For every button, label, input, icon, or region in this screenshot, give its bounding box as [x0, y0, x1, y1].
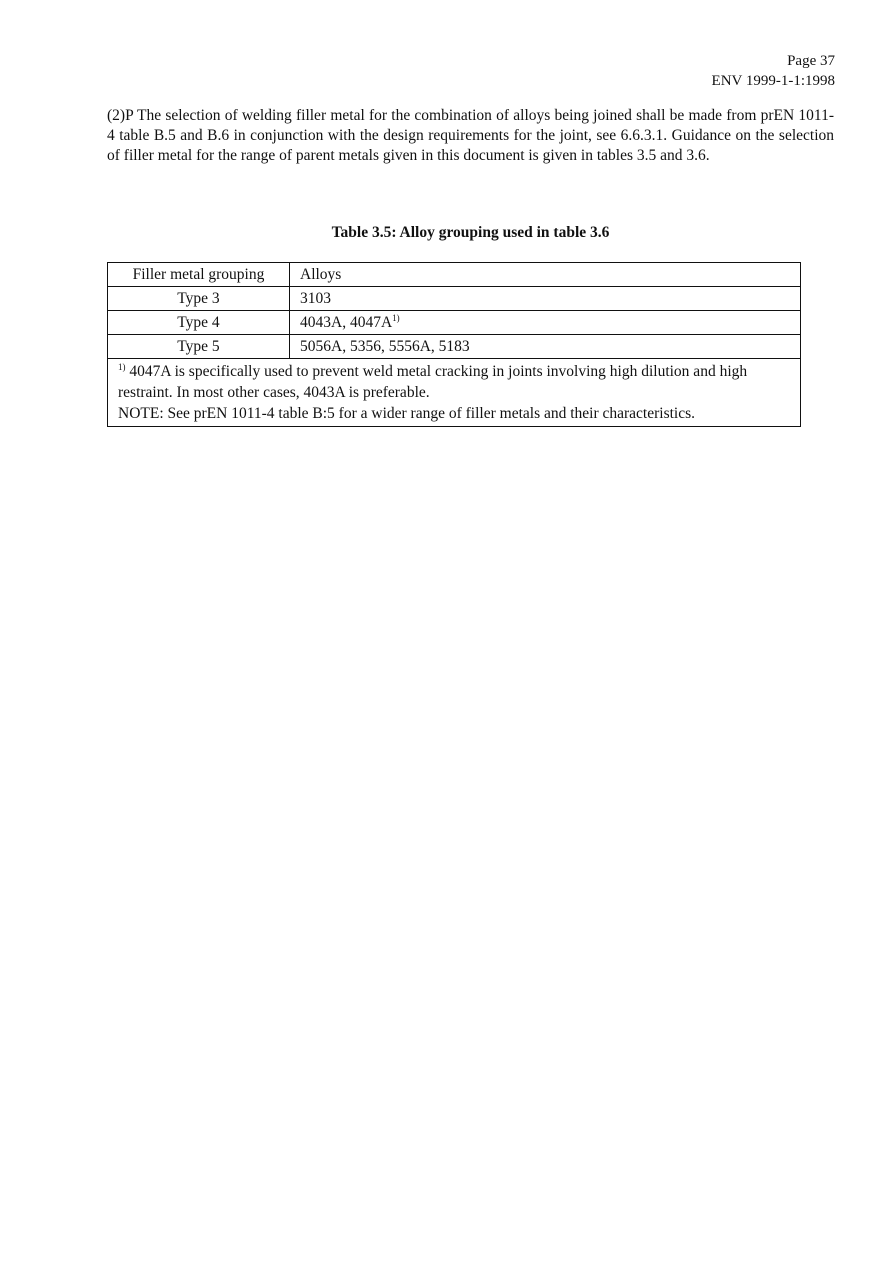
- table-row: [108, 335, 801, 359]
- table-title: Table 3.5: Alloy grouping used in table 3.6: [331, 224, 610, 241]
- alloys-cell: [290, 287, 801, 311]
- column-header-alloys: Alloys: [290, 263, 801, 287]
- table-notes-cell: [108, 359, 801, 427]
- column-header-filler-metal-grouping: Filler metal grouping: [108, 263, 290, 287]
- alloys-text: 4043A, 4047A: [300, 314, 393, 331]
- footnote: [118, 361, 790, 403]
- group-cell: Type 4: [108, 311, 290, 335]
- group-cell: Type 5: [108, 335, 290, 359]
- table-row: [108, 287, 801, 311]
- group-cell: Type 3: [108, 287, 290, 311]
- table-row: [108, 311, 801, 335]
- footnote-marker: 1): [118, 362, 126, 372]
- footnote-reference: 1): [392, 313, 400, 323]
- alloys-text: 3103: [300, 290, 331, 307]
- page-header: [712, 51, 835, 91]
- standard-reference: ENV 1999-1-1:1998: [711, 73, 835, 89]
- table-notes-row: [108, 359, 801, 427]
- table-header-row: [108, 263, 801, 287]
- alloys-text: 5056A, 5356, 5556A, 5183: [300, 338, 470, 355]
- alloys-cell: [290, 311, 801, 335]
- footnote-text: 4047A is specifically used to prevent weld metal cracking in joints involving high dilution and high restraint. In most other cases, 4043A is preferable.: [118, 363, 748, 401]
- alloy-grouping-table: [107, 262, 801, 427]
- table-note: NOTE: See prEN 1011-4 table B:5 for a wider range of filler metals and their characteristics.: [118, 405, 696, 422]
- body-paragraph: (2)P The selection of welding filler metal for the combination of alloys being joined shall be made from prEN 1011-4 table B.5 and B.6 in conjunction with the design requirements for the joint, see 6.6.3.1. Guidance on the selection of filler metal for the range of parent metals given in this document is given in tables 3.5 and 3.6.: [107, 107, 834, 164]
- alloys-cell: [290, 335, 801, 359]
- page-number: Page 37: [787, 53, 835, 69]
